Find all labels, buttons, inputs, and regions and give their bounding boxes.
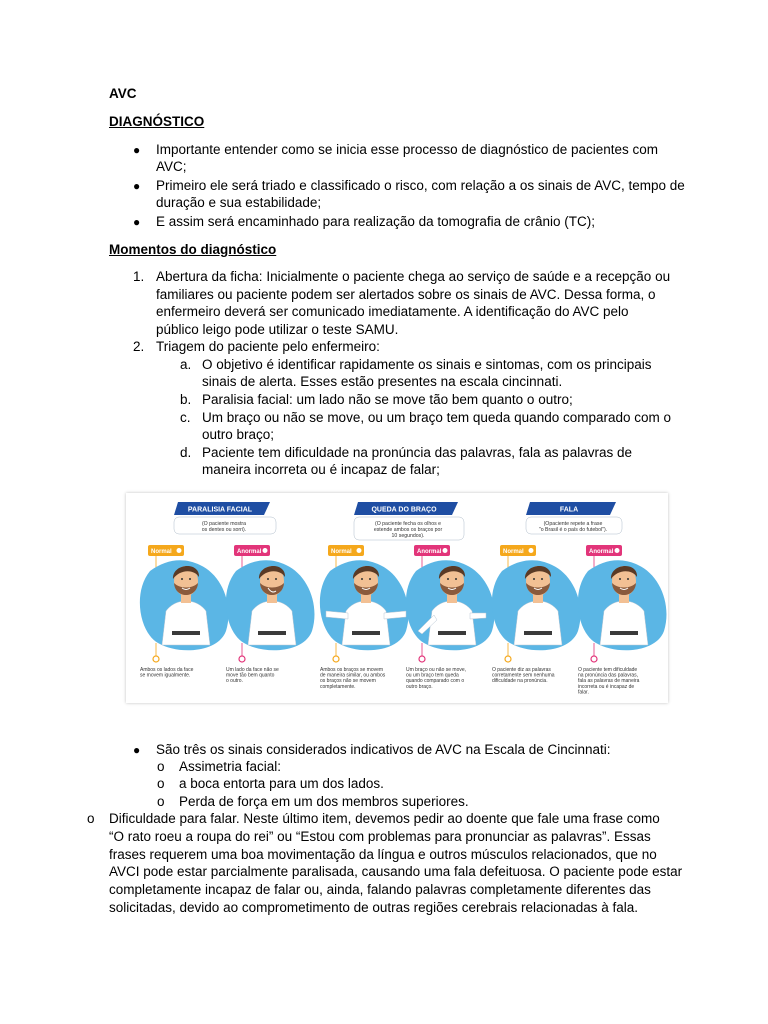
belt [524, 631, 552, 635]
list-letter: d. [180, 445, 192, 460]
abnormal-caption: incorreta ou é incapaz de [578, 683, 635, 690]
abnormal-caption: Um lado da face não se [226, 667, 279, 673]
eye [275, 578, 277, 580]
normal-caption: completamente. [320, 683, 356, 690]
list-item: Paciente tem dificuldade na pronúncia das palavras, fala as palavras de [202, 445, 633, 460]
instruction-text: estende ambos os braços por [373, 527, 443, 533]
shirt [514, 601, 562, 645]
eye [627, 578, 629, 580]
abnormal-caption: outro braço. [406, 683, 433, 690]
eye [533, 578, 535, 580]
list-letter: a. [180, 357, 192, 372]
shirt [428, 601, 476, 645]
bullet-dot-icon: ● [133, 143, 141, 157]
belt [352, 631, 380, 635]
bullet-dot-icon: ● [133, 179, 141, 193]
shirt [162, 601, 210, 645]
list-item: Importante entender como se inicia esse processo de diagnóstico de pacientes com [156, 142, 659, 157]
paragraph-line: “O rato roeu a roupa do rei” ou “Estou com problemas para pronunciar as palavras”. Essas [109, 829, 651, 844]
normal-caption: se movem igualmente. [140, 672, 191, 679]
paragraph-line: Dificuldade para falar. Neste último item, devemos pedir ao doente que fale uma frase como [109, 811, 660, 826]
abnormal-label: Anormal [237, 549, 262, 555]
shirt [342, 601, 390, 645]
panel-title: QUEDA DO BRAÇO [371, 506, 437, 514]
normal-caption: corretamente sem nenhuma [492, 672, 555, 679]
marker-dot-icon [239, 656, 245, 662]
eye [189, 578, 191, 580]
bullet-dot-icon: ● [133, 215, 141, 229]
instruction-text: (O paciente mostra [201, 521, 247, 527]
normal-label: Normal [503, 549, 524, 555]
cincinnati-scale-infographic [126, 493, 668, 703]
tag-dot-icon [529, 548, 534, 553]
list-number: 1. [133, 269, 145, 284]
marker-dot-icon [153, 656, 159, 662]
abnormal-caption: o outro. [226, 678, 243, 685]
abnormal-label: Anormal [417, 549, 442, 555]
normal-label: Normal [151, 549, 172, 555]
eye [181, 578, 183, 580]
panel-title: FALA [559, 506, 579, 514]
list-item: público leigo pode utilizar o teste SAMU. [156, 322, 399, 337]
abnormal-caption: na pronúncia das palavras, [578, 672, 639, 679]
arm-extended [470, 613, 486, 619]
circle-bullet-icon: o [87, 811, 95, 826]
abnormal-caption: fala as palavras de maneira [578, 678, 640, 685]
list-item: Perda de força em um dos membros superiores. [179, 794, 469, 809]
list-item: outro braço; [202, 427, 275, 442]
list-letter: b. [180, 392, 192, 407]
list-item: familiares ou paciente podem ser alertados sobre os sinais de AVC. Dessa forma, o [156, 287, 656, 302]
list-item: Primeiro ele será triado e classificado o risco, com relação a os sinais de AVC, tempo de [156, 178, 685, 193]
circle-bullet-icon: o [157, 776, 165, 791]
tag-dot-icon [177, 548, 182, 553]
eye [455, 578, 457, 580]
bullet-dot-icon: ● [133, 743, 141, 757]
abnormal-caption: ou um braço tem queda [406, 672, 459, 679]
shirt [248, 601, 296, 645]
marker-dot-icon [333, 656, 339, 662]
instruction-text: "o Brasil é o país do futebol"). [538, 527, 608, 533]
abnormal-caption: move tão bem quanto [226, 672, 275, 679]
paragraph-line: frases requerem uma boa movimentação da língua e outros músculos relacionados, que no [109, 847, 657, 862]
abnormal-caption: quando comparado com o [406, 678, 465, 685]
paragraph-line: AVCI pode estar parcialmente paralisada, causando uma fala defeituosa. O paciente pode estar [109, 864, 683, 879]
abnormal-label: Anormal [589, 549, 614, 555]
normal-label: Normal [331, 549, 352, 555]
instruction-text: 10 segundos). [391, 533, 425, 539]
section-heading: DIAGNÓSTICO [109, 114, 205, 129]
list-item: maneira incorreta ou é incapaz de falar; [202, 462, 440, 477]
abnormal-caption: O paciente tem dificuldade [578, 667, 638, 673]
marker-dot-icon [505, 656, 511, 662]
instruction-text: (O paciente fecha os olhos e [374, 521, 442, 527]
infographic-canvas [126, 493, 668, 703]
list-item: São três os sinais considerados indicativos de AVC na Escala de Cincinnati: [156, 742, 611, 757]
subheading: Momentos do diagnóstico [109, 242, 277, 257]
list-item: duração e sua estabilidade; [156, 195, 322, 210]
normal-caption: de maneira similar, ou ambos [320, 672, 386, 679]
list-item: Um braço ou não se move, ou um braço tem queda quando comparado com o [202, 410, 672, 425]
shirt [600, 601, 648, 645]
panel-title: PARALISIA FACIAL [187, 506, 253, 514]
list-letter: c. [180, 410, 191, 425]
list-item: Assimetria facial: [179, 759, 282, 774]
paragraph-line: solicitadas, devido ao comprometimento de outras regiões cerebrais relacionadas à fala. [109, 900, 639, 915]
normal-caption: dificuldade na pronúncia. [492, 678, 548, 685]
belt [172, 631, 200, 635]
eye [619, 578, 621, 580]
list-number: 2. [133, 339, 145, 354]
instruction-text: os dentes ou sorri). [201, 527, 247, 533]
marker-dot-icon [591, 656, 597, 662]
eye [447, 578, 449, 580]
list-item: sinais de alerta. Esses estão presentes na escala cincinnati. [202, 374, 563, 389]
eye [267, 578, 269, 580]
circle-bullet-icon: o [157, 794, 165, 809]
normal-caption: Ambos os braços se movem [320, 667, 384, 673]
list-item: a boca entorta para um dos lados. [179, 776, 384, 791]
normal-caption: O paciente diz as palavras [492, 667, 551, 673]
list-item: Abertura da ficha: Inicialmente o paciente chega ao serviço de saúde e a recepção ou [156, 269, 671, 284]
eye [361, 578, 363, 580]
list-item: AVC; [156, 159, 187, 174]
paragraph-line: completamente incapaz de falar ou, ainda, falando palavras completamente diferentes das [109, 882, 651, 897]
list-item: O objetivo é identificar rapidamente os sinais e sintomas, com os principais [202, 357, 652, 372]
tag-dot-icon [357, 548, 362, 553]
tag-dot-icon [443, 548, 448, 553]
list-item: Triagem do paciente pelo enfermeiro: [156, 339, 380, 354]
abnormal-caption: falar. [578, 689, 589, 696]
eye [369, 578, 371, 580]
document-title: AVC [109, 86, 137, 101]
abnormal-caption: Um braço ou não se move, [406, 667, 467, 673]
belt [610, 631, 638, 635]
belt [258, 631, 286, 635]
normal-caption: Ambos os lados da face [140, 667, 194, 673]
circle-bullet-icon: o [157, 759, 165, 774]
marker-dot-icon [419, 656, 425, 662]
eye [541, 578, 543, 580]
list-item: enfermeiro deverá ser comunicado imediatamente. A identificação do AVC pelo [156, 304, 629, 319]
normal-caption: os braços não se movem [320, 678, 376, 685]
belt [438, 631, 466, 635]
list-item: E assim será encaminhado para realização da tomografia de crânio (TC); [156, 214, 595, 229]
tag-dot-icon [615, 548, 620, 553]
tag-dot-icon [263, 548, 268, 553]
instruction-text: (Opaciente repete a frase [543, 521, 603, 527]
list-item: Paralisia facial: um lado não se move tão bem quanto o outro; [202, 392, 573, 407]
